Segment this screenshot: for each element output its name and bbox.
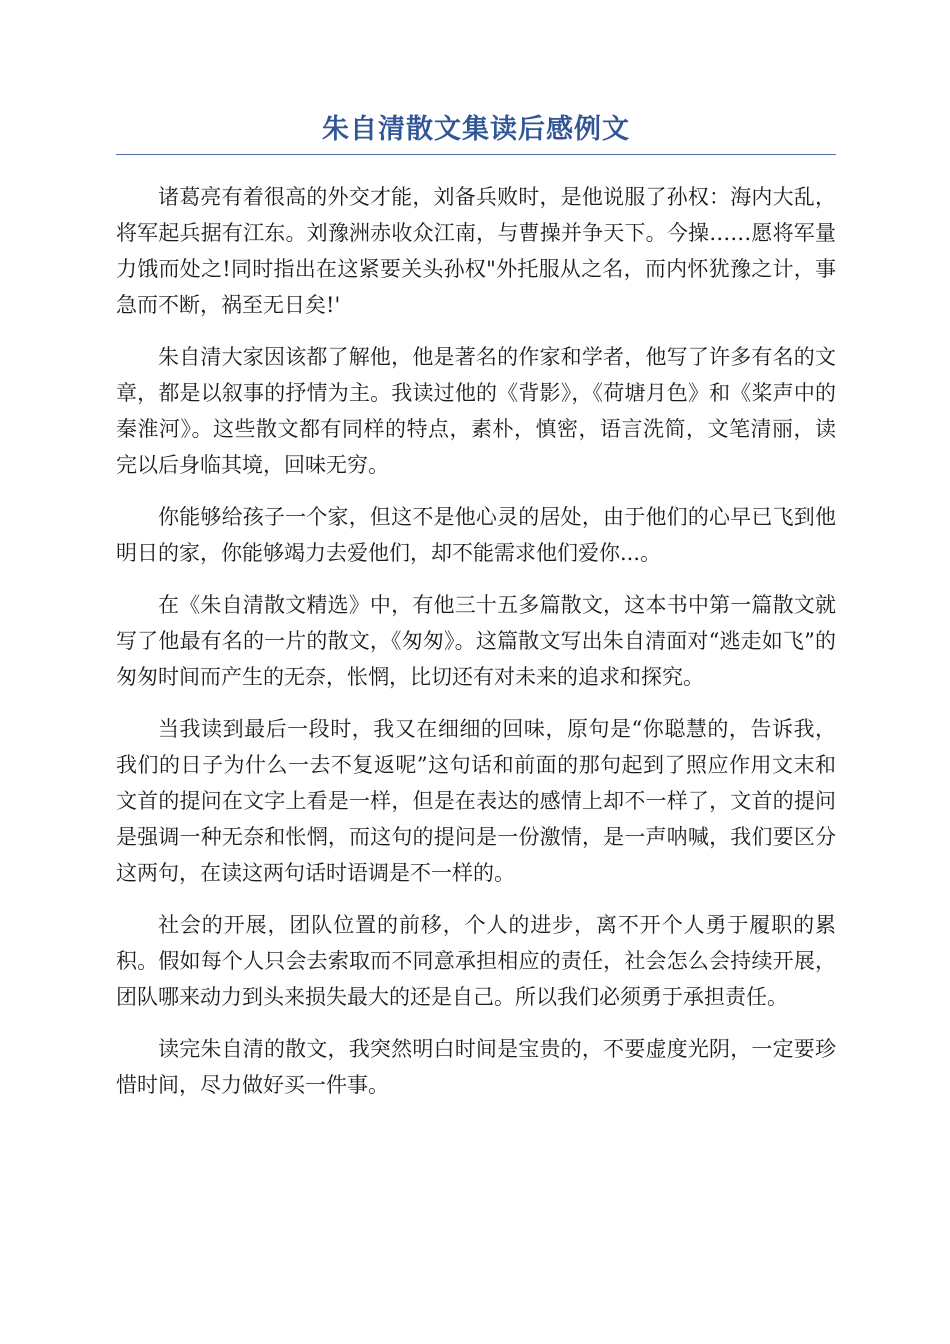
document-title: 朱自清散文集读后感例文 — [322, 114, 630, 145]
paragraph-6: 社会的开展，团队位置的前移，个人的进步，离不开个人勇于履职的累积。假如每个人只会去索取而不同意承担相应的责任，社会怎么会持续开展，团队哪来动力到头来损失最大的还是自己。所以我们必须勇于承担责任。 — [116, 913, 836, 1009]
paragraph-1: 诸葛亮有着很高的外交才能，刘备兵败时，是他说服了孙权：海内大乱，将军起兵据有江东。刘豫洲赤收众江南，与曹操并争天下。今操……愿将军量力饿而处之!同时指出在这紧要关头孙权"外托服从之名，而内怀犹豫之计，事急而不断，祸至无日矣!' — [116, 185, 836, 317]
document-body — [116, 179, 836, 1103]
document-page — [116, 110, 836, 1119]
paragraph-4: 在《朱自清散文精选》中，有他三十五多篇散文，这本书中第一篇散文就写了他最有名的一片的散文，《匆匆》。这篇散文写出朱自清面对“逃走如飞”的匆匆时间而产生的无奈，怅惘，比切还有对未来的追求和探究。 — [116, 593, 836, 689]
paragraph-3: 你能够给孩子一个家，但这不是他心灵的居处，由于他们的心早已飞到他明日的家，你能够竭力去爱他们，却不能需求他们爱你...。 — [116, 505, 836, 565]
title-underline — [116, 154, 836, 155]
paragraph-2: 朱自清大家因该都了解他，他是著名的作家和学者，他写了许多有名的文章，都是以叙事的抒情为主。我读过他的《背影》，《荷塘月色》和《桨声中的秦淮河》。这些散文都有同样的特点，素朴，慎密，语言洗简，文笔清丽，读完以后身临其境，回味无穷。 — [116, 345, 836, 477]
paragraph-7: 读完朱自清的散文，我突然明白时间是宝贵的，不要虚度光阴，一定要珍惜时间，尽力做好买一件事。 — [116, 1037, 836, 1097]
paragraph-5: 当我读到最后一段时，我又在细细的回味，原句是“你聪慧的，告诉我，我们的日子为什么一去不复返呢”这句话和前面的那句起到了照应作用文末和文首的提问在文字上看是一样，但是在表达的感情上却不一样了，文首的提问是强调一种无奈和怅惘，而这句的提问是一份激情，是一声呐喊，我们要区分这两句，在读这两句话时语调是不一样的。 — [116, 717, 836, 885]
